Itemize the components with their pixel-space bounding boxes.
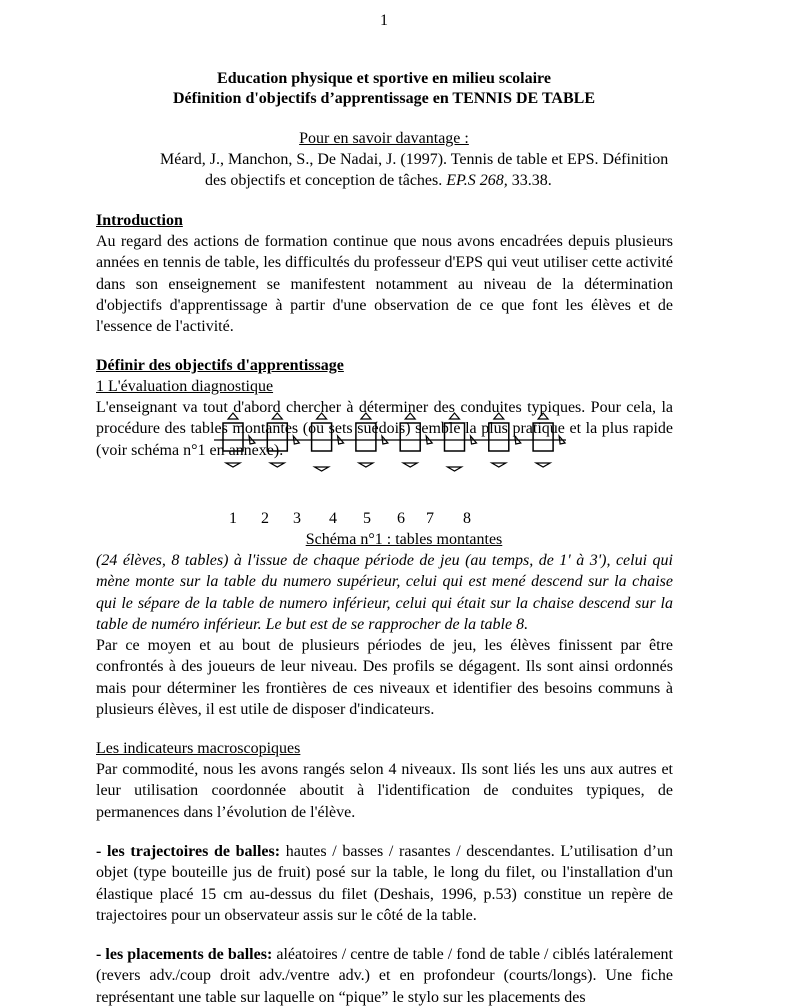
schema-caption: Schéma n°1 : tables montantes	[305, 531, 503, 548]
chair-bottom-icon	[226, 463, 240, 467]
placements-paragraph	[96, 944, 673, 1008]
title-line-1: Education physique et sportive en milieu scolaire	[217, 70, 551, 87]
chair-top-icon	[494, 413, 504, 419]
table-1	[223, 423, 243, 451]
table-5	[400, 423, 420, 451]
indicateurs-text: Par commodité, nous les avons rangés selon 4 niveaux. Ils sont liés les uns aux autres et leur utilisation coordonnée aboutit à l'identification de conduites typiques, de permanences dans l’évolution de l'élève.	[96, 761, 673, 821]
schema-number: 1	[229, 510, 237, 527]
chair-bottom-icon	[270, 463, 284, 467]
chair-bottom-icon	[536, 463, 550, 467]
schema-number: 8	[463, 510, 471, 527]
reference-text: des objectifs et conception de tâches.	[205, 172, 447, 189]
schema-number: 4	[329, 510, 337, 527]
schema-number: 7	[426, 510, 434, 527]
chair-top-icon	[450, 413, 460, 419]
title-line-2: Définition d'objectifs d’apprentissage en TENNIS DE TABLE	[173, 90, 595, 107]
table-3	[312, 423, 332, 451]
section-text: L'enseignant va tout d'abord chercher à déterminer des conduites typiques. Pour cela, la procédure des tables montantes (ou sets suédois) semble la plus pratique et la plus rapide (voir schéma n°1 en annexe).	[96, 399, 673, 459]
paragraph-moyen: Par ce moyen et au bout de plusieurs périodes de jeu, les élèves finissent par être confrontés à des joueurs de leur niveau. Des profils se dégagent. Ils sont ainsi ordonnés mais pour déterminer les frontières de ces niveaux et identifier des besoins communs à plusieurs élèves, il est utile de disposer d'indicateurs.	[96, 637, 673, 718]
trajectoires-text: hautes / basses / rasantes / descendantes. L’utilisation d’un objet (type bouteille jus de fruit) posé sur la table, le long du filet, ou l'installation d'un élastique placé 15 cm au-dessus du filet (Deshais, 1996, p.53) constitue un repère de trajectoires pour un observateur assis sur le côté de la table.	[96, 843, 673, 924]
section-heading: Définir des objectifs d'apprentissage	[96, 357, 344, 374]
subsection-heading: 1 L'évaluation diagnostique	[96, 378, 274, 395]
chair-top-icon	[538, 413, 548, 419]
schema-number: 6	[397, 510, 405, 527]
reference-heading: Pour en savoir davantage :	[299, 130, 469, 147]
reference-journal: EP.S 268,	[446, 172, 508, 189]
chair-top-icon	[272, 413, 282, 419]
chair-top-icon	[317, 413, 327, 419]
chair-bottom-icon	[315, 467, 329, 471]
chair-top-icon	[228, 413, 238, 419]
chair-bottom-icon	[403, 463, 417, 467]
reference-line-1: Méard, J., Manchon, S., De Nadai, J. (1997). Tennis de table et EPS. Définition	[160, 151, 669, 168]
reference-line-2	[205, 170, 782, 191]
chair-bottom-icon	[359, 463, 373, 467]
introduction-heading: Introduction	[96, 212, 183, 229]
placements-label: - les placements de balles:	[96, 946, 273, 963]
reference-pages: 33.38.	[507, 172, 552, 189]
trajectoires-label: - les trajectoires de balles:	[96, 843, 281, 860]
introduction-text: Au regard des actions de formation continue que nous avons encadrées depuis plusieurs années en tennis de table, les difficultés du professeur d'EPS qui veut utiliser cette activité dans son enseignement se manifestent notamment au niveau de la détermination d'objectifs d'apprentissage à partir d'une observation de ce que font les élèves et de l'essence de l'activité.	[96, 233, 673, 336]
schema-note: (24 élèves, 8 tables) à l'issue de chaque période de jeu (au temps, de 1' à 3'), celui qui mène monte sur la table du numero supérieur, celui qui est mené descend sur la chaise qui le sépare de la table de numero inférieur, celui qui était sur la chaise descend sur la table de numéro inférieur. Le but est de se rapprocher de la table 8.	[96, 552, 673, 633]
placements-text: aléatoires / centre de table / fond de table / ciblés latéralement (revers adv./coup droit adv./ventre adv.) et en profondeur (courts/longs). Une fiche représentant une table sur laquelle on “pique” le stylo sur les placements des	[96, 946, 673, 1006]
trajectoires-paragraph	[96, 841, 673, 926]
table-7	[489, 423, 509, 451]
tables-montantes-diagram	[0, 410, 768, 480]
table-4	[356, 423, 376, 451]
indicateurs-heading: Les indicateurs macroscopiques	[96, 740, 301, 757]
table-8	[533, 423, 553, 451]
table-6	[445, 423, 465, 451]
schema-number: 3	[293, 510, 301, 527]
table-2	[267, 423, 287, 451]
schema-number: 2	[261, 510, 269, 527]
chair-top-icon	[405, 413, 415, 419]
schema-number: 5	[363, 510, 371, 527]
page-number: 1	[380, 12, 388, 29]
chair-bottom-icon	[448, 467, 462, 471]
chair-top-icon	[361, 413, 371, 419]
chair-bottom-icon	[492, 463, 506, 467]
